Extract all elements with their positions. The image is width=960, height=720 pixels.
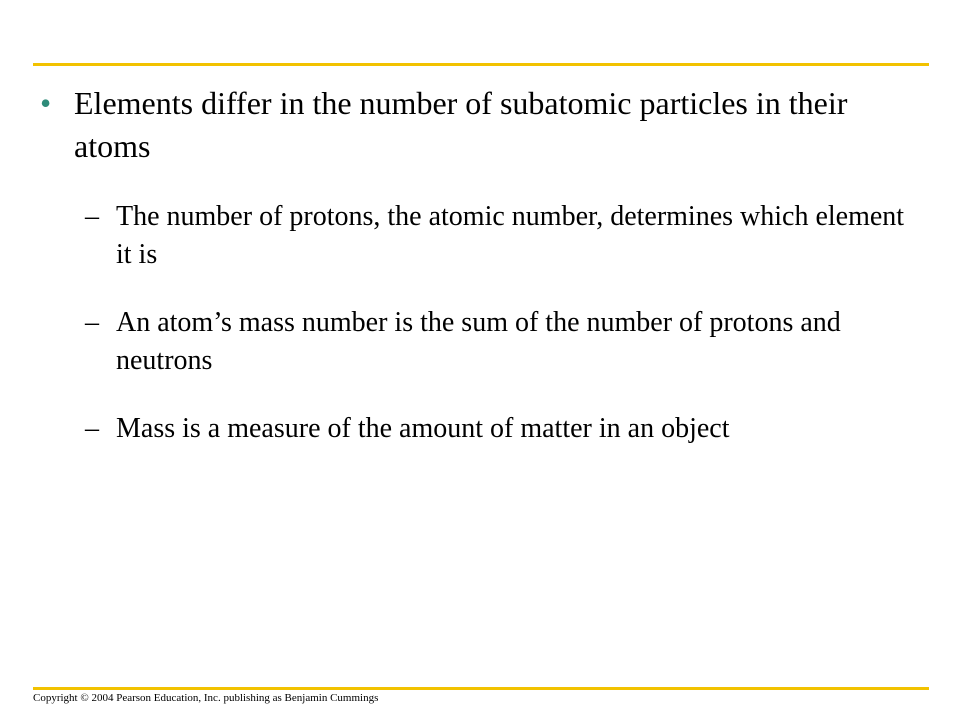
main-bullet-text: Elements differ in the number of subatomic particles in their atoms bbox=[74, 85, 848, 164]
sub-bullet-text: Mass is a measure of the amount of matter in an object bbox=[116, 413, 730, 444]
bottom-divider bbox=[33, 687, 929, 690]
bullet-marker: • bbox=[40, 85, 52, 121]
copyright-footer: Copyright © 2004 Pearson Education, Inc. publishing as Benjamin Cummings bbox=[33, 692, 379, 704]
sub-bullet-text: The number of protons, the atomic number, determines which element it is bbox=[116, 201, 905, 270]
dash-marker: – bbox=[85, 201, 99, 232]
sub-bullet bbox=[30, 198, 910, 274]
dash-marker: – bbox=[85, 413, 99, 444]
sub-bullet bbox=[30, 304, 910, 380]
main-bullet bbox=[30, 82, 910, 168]
dash-marker: – bbox=[85, 307, 99, 338]
sub-bullet-text: An atom’s mass number is the sum of the number of protons and neutrons bbox=[116, 307, 841, 376]
sub-bullet-list bbox=[30, 198, 910, 448]
sub-bullet bbox=[30, 410, 910, 448]
top-divider bbox=[33, 63, 929, 66]
slide-content bbox=[30, 82, 910, 478]
